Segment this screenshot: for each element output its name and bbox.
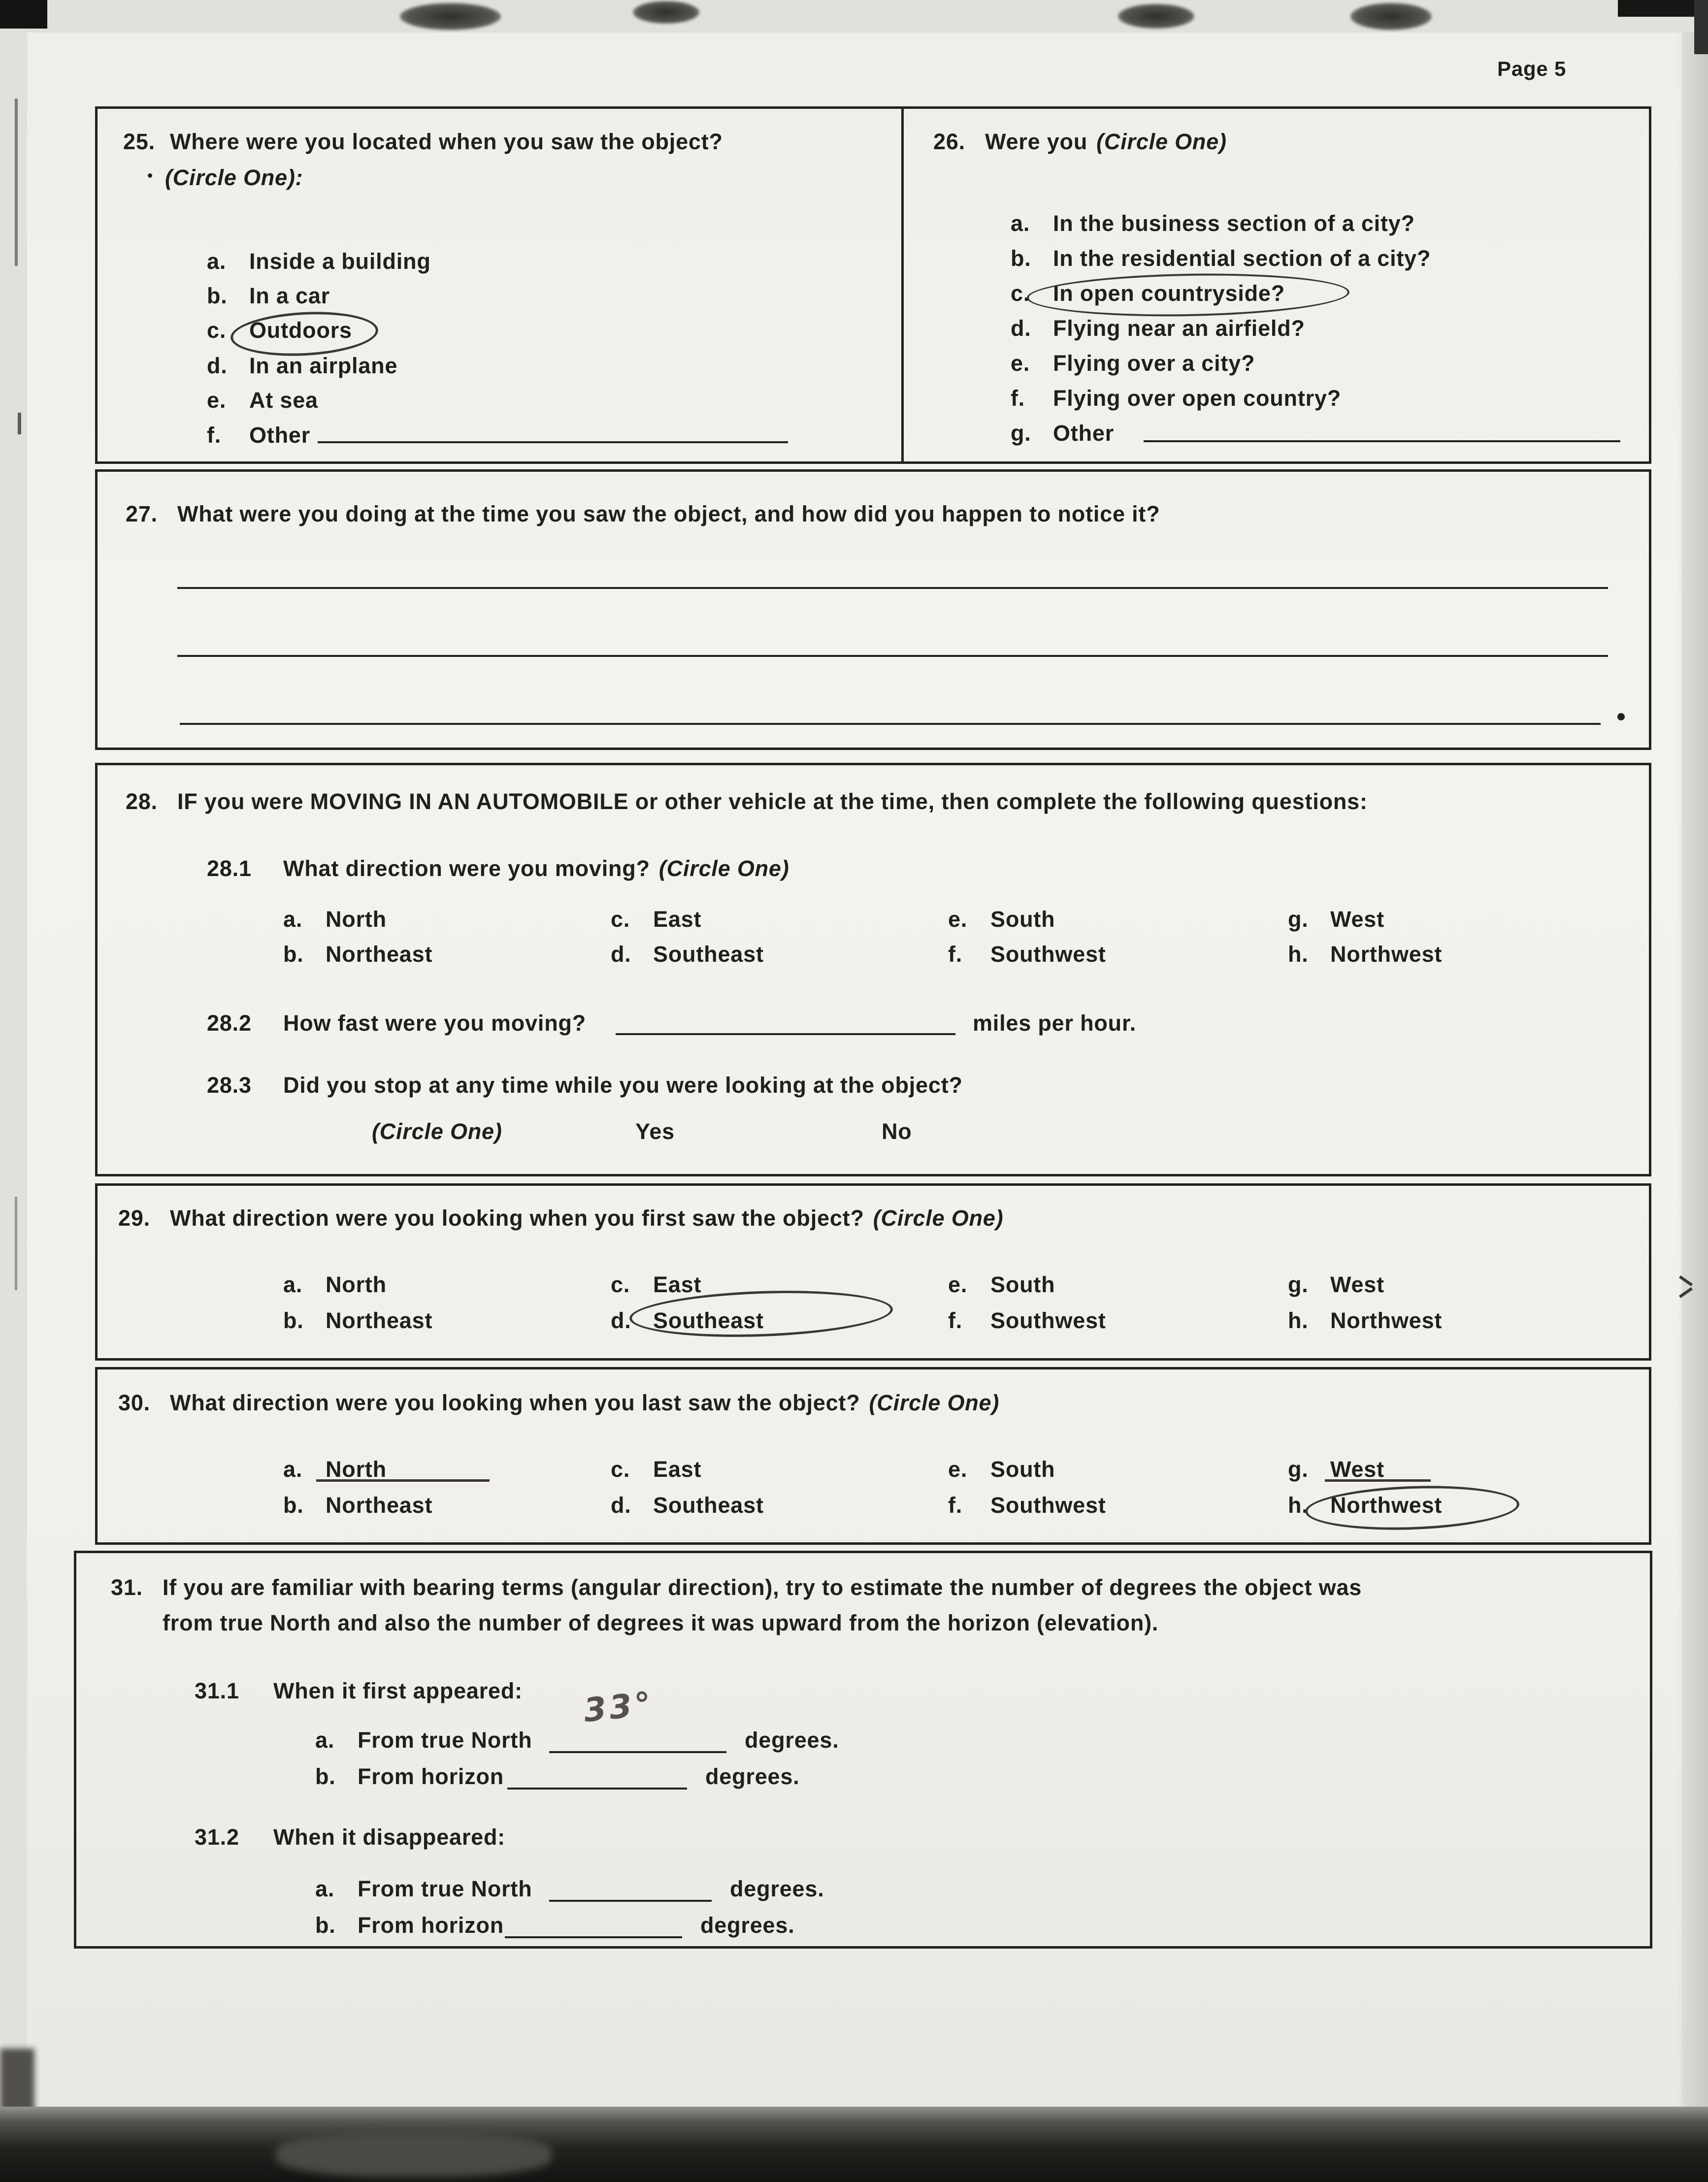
handwritten-degrees-value: 33° xyxy=(582,1684,656,1730)
option-letter: b. xyxy=(1011,246,1031,271)
option-letter: a. xyxy=(315,1876,335,1901)
option-letter: a. xyxy=(315,1727,335,1753)
q31-heading-line2: from true North and also the number of degrees it was upward from the horizon (elevation). xyxy=(163,1610,1159,1635)
q28-1-cell-northeast xyxy=(283,942,432,967)
q31-1-text: When it first appeared: xyxy=(273,1678,523,1703)
option-letter: f. xyxy=(948,942,963,967)
q27-answer-line-1 xyxy=(177,587,1608,589)
q28-3-text: Did you stop at any time while you were looking at the object? xyxy=(283,1073,963,1098)
option-letter: d. xyxy=(207,353,228,378)
option-label: Northeast xyxy=(326,942,433,967)
option-letter: e. xyxy=(1011,351,1030,376)
option-label: South xyxy=(990,907,1055,932)
option-letter: h. xyxy=(1288,942,1309,967)
q30-cell-north xyxy=(283,1457,387,1482)
option-letter: e. xyxy=(948,1457,968,1482)
q29-heading xyxy=(118,1205,1003,1231)
q29-cell-west xyxy=(1288,1272,1384,1298)
option-letter: f. xyxy=(948,1493,963,1518)
hand-underline-q30-north xyxy=(316,1479,490,1482)
punch-hole-shadow xyxy=(1350,3,1432,30)
scan-edge-artifact xyxy=(1694,0,1708,54)
q31-1-heading xyxy=(195,1678,523,1704)
q25-text: Where were you located when you saw the object? xyxy=(170,129,723,154)
q31-1-b-blank xyxy=(507,1788,687,1790)
q25-option-d xyxy=(207,353,397,379)
q27-answer-line-2 xyxy=(177,655,1608,657)
option-letter: c. xyxy=(611,1457,630,1482)
q29-cell-east xyxy=(611,1272,701,1298)
q27-answer-line-3 xyxy=(180,723,1601,725)
q25-number: 25. xyxy=(123,129,155,154)
q27-heading xyxy=(126,501,1160,527)
q29-cell-northwest xyxy=(1288,1308,1442,1334)
q31-1-b-suffix: degrees. xyxy=(705,1764,800,1789)
q25-option-f xyxy=(207,423,310,448)
q28-3-number: 28.3 xyxy=(207,1073,252,1098)
q25-option-a xyxy=(207,249,431,274)
option-label: Other xyxy=(1053,421,1115,446)
scan-bottom-smudge xyxy=(0,2049,34,2113)
q27-number: 27. xyxy=(126,501,158,526)
option-letter: b. xyxy=(315,1764,336,1789)
q26-number: 26. xyxy=(933,129,965,154)
option-letter: g. xyxy=(1011,421,1031,446)
box-q28 xyxy=(95,763,1651,1176)
option-label: West xyxy=(1330,1457,1384,1482)
box-q25-q26-divider xyxy=(901,107,904,463)
option-label: In the residential section of a city? xyxy=(1053,246,1431,271)
option-letter: b. xyxy=(283,1308,304,1333)
q26-heading xyxy=(933,129,1227,155)
q28-1-cell-north xyxy=(283,907,387,932)
row-label: From horizon xyxy=(358,1913,504,1938)
option-label: Southwest xyxy=(990,1493,1106,1518)
option-label: East xyxy=(653,1272,702,1297)
option-letter: b. xyxy=(315,1913,336,1938)
q28-number: 28. xyxy=(126,789,158,814)
q25-other-blank xyxy=(318,441,788,443)
option-letter: e. xyxy=(948,1272,968,1297)
scan-bottom-band xyxy=(0,2107,1708,2182)
option-letter: b. xyxy=(283,1493,304,1518)
q26-option-e xyxy=(1011,351,1255,376)
option-label: Flying near an airfield? xyxy=(1053,316,1305,341)
q28-2-heading xyxy=(207,1010,586,1036)
option-letter: f. xyxy=(1011,386,1025,411)
option-letter: e. xyxy=(207,388,227,413)
q31-2-text: When it disappeared: xyxy=(273,1824,506,1850)
option-label: East xyxy=(653,1457,702,1482)
q28-2-suffix: miles per hour. xyxy=(973,1010,1137,1036)
option-letter: f. xyxy=(948,1308,963,1333)
option-label: Northwest xyxy=(1330,1493,1443,1518)
q31-2-number: 31.2 xyxy=(195,1824,239,1850)
q26-option-b xyxy=(1011,246,1431,271)
q30-number: 30. xyxy=(118,1390,150,1415)
option-letter: e. xyxy=(948,907,968,932)
option-letter: h. xyxy=(1288,1308,1309,1333)
q26-option-f xyxy=(1011,386,1341,411)
q31-1-row-a xyxy=(315,1727,532,1753)
q29-cell-south xyxy=(948,1272,1055,1298)
q28-text: IF you were MOVING IN AN AUTOMOBILE or other vehicle at the time, then complete the following questions: xyxy=(177,789,1368,814)
q25-option-e xyxy=(207,388,318,413)
q25-option-b xyxy=(207,283,330,309)
option-label: Southwest xyxy=(990,1308,1106,1333)
q26-circle-one-note: (Circle One) xyxy=(1096,129,1227,154)
option-letter: h. xyxy=(1288,1493,1309,1518)
q28-3-no: No xyxy=(882,1119,912,1144)
row-label: From horizon xyxy=(358,1764,504,1789)
option-letter: a. xyxy=(207,249,227,274)
row-label: From true North xyxy=(358,1876,532,1901)
q31-2-b-blank xyxy=(505,1936,682,1938)
page-number: Page 5 xyxy=(1497,57,1567,80)
q30-cell-southeast xyxy=(611,1493,764,1518)
q31-1-a-blank xyxy=(549,1751,726,1753)
option-label: In a car xyxy=(249,283,330,308)
q26-other-blank xyxy=(1144,440,1620,442)
q28-1-cell-south xyxy=(948,907,1055,932)
option-label: Northwest xyxy=(1330,942,1443,967)
option-label: Southeast xyxy=(653,942,764,967)
scan-dot xyxy=(148,173,152,178)
q28-1-text: What direction were you moving? xyxy=(283,856,650,881)
option-letter: d. xyxy=(1011,316,1031,341)
option-label: Southwest xyxy=(990,942,1106,967)
q28-1-cell-west xyxy=(1288,907,1384,932)
q28-1-number: 28.1 xyxy=(207,856,252,881)
option-label: In open countryside? xyxy=(1053,281,1285,306)
q30-text: What direction were you looking when you last saw the object? xyxy=(170,1390,860,1415)
q31-text-line1: If you are familiar with bearing terms (angular direction), try to estimate the number of degrees the object was xyxy=(163,1575,1362,1600)
option-label: Outdoors xyxy=(249,318,352,343)
q29-cell-northeast xyxy=(283,1308,432,1334)
option-label: Inside a building xyxy=(249,249,431,274)
option-label: West xyxy=(1330,907,1384,932)
option-letter: a. xyxy=(283,907,303,932)
q30-cell-east xyxy=(611,1457,701,1482)
option-letter: c. xyxy=(611,907,630,932)
q31-2-row-b xyxy=(315,1913,504,1938)
option-letter: g. xyxy=(1288,1457,1309,1482)
option-letter: c. xyxy=(207,318,227,343)
q28-2-text: How fast were you moving? xyxy=(283,1010,587,1036)
option-label: In the business section of a city? xyxy=(1053,211,1415,236)
q28-1-heading xyxy=(207,856,789,881)
q28-2-number: 28.2 xyxy=(207,1010,252,1036)
option-letter: a. xyxy=(1011,211,1030,236)
option-label: At sea xyxy=(249,388,318,413)
option-label: Northeast xyxy=(326,1308,433,1333)
q25-circle-one-note: (Circle One): xyxy=(165,165,303,190)
punch-hole-shadow xyxy=(400,3,501,30)
option-label: In an airplane xyxy=(249,353,398,378)
q31-2-a-blank xyxy=(549,1900,712,1902)
q28-3-heading xyxy=(207,1073,963,1098)
q31-1-a-suffix: degrees. xyxy=(745,1727,839,1753)
option-letter: a. xyxy=(283,1457,303,1482)
q28-2-speed-blank xyxy=(616,1033,955,1035)
scan-bottom-blotch xyxy=(276,2132,552,2177)
q29-text: What direction were you looking when you first saw the object? xyxy=(170,1205,864,1231)
q29-cell-southwest xyxy=(948,1308,1106,1334)
q30-cell-northeast xyxy=(283,1493,432,1518)
q26-option-d xyxy=(1011,316,1305,341)
option-label: Northwest xyxy=(1330,1308,1443,1333)
q30-cell-west xyxy=(1288,1457,1384,1482)
scan-edge-mark xyxy=(18,413,21,434)
q30-cell-southwest xyxy=(948,1493,1106,1518)
option-label: Flying over open country? xyxy=(1053,386,1342,411)
option-label: North xyxy=(326,1457,387,1482)
scan-edge-mark xyxy=(15,98,18,266)
q28-1-cell-southeast xyxy=(611,942,764,967)
q28-3-yes: Yes xyxy=(635,1119,675,1144)
option-label: Southeast xyxy=(653,1493,764,1518)
q30-heading xyxy=(118,1390,999,1416)
hand-underline-q30-west xyxy=(1325,1479,1431,1482)
option-label: South xyxy=(990,1457,1055,1482)
option-letter: d. xyxy=(611,1493,631,1518)
punch-hole-shadow xyxy=(633,1,699,24)
option-label: Northeast xyxy=(326,1493,433,1518)
q25-heading xyxy=(123,129,723,155)
q26-option-g xyxy=(1011,421,1114,446)
option-label: Other xyxy=(249,423,311,448)
option-label: East xyxy=(653,907,702,932)
option-label: West xyxy=(1330,1272,1384,1297)
q31-1-row-b xyxy=(315,1764,504,1790)
q31-2-row-a xyxy=(315,1876,532,1902)
q27-text: What were you doing at the time you saw the object, and how did you happen to notice it? xyxy=(177,501,1160,526)
q28-1-cell-northwest xyxy=(1288,942,1442,967)
option-letter: b. xyxy=(207,283,228,308)
option-letter: g. xyxy=(1288,1272,1309,1297)
option-label: Southeast xyxy=(653,1308,764,1333)
scan-dot xyxy=(1617,713,1625,720)
row-label: From true North xyxy=(358,1727,532,1753)
q31-2-b-suffix: degrees. xyxy=(700,1913,795,1938)
q28-1-cell-east xyxy=(611,907,701,932)
option-label: Flying over a city? xyxy=(1053,351,1255,376)
scan-corner-artifact xyxy=(0,0,47,29)
q29-cell-north xyxy=(283,1272,387,1298)
q31-heading-line1 xyxy=(111,1575,1362,1600)
option-letter: c. xyxy=(611,1272,630,1297)
q31-number: 31. xyxy=(111,1575,143,1600)
q29-number: 29. xyxy=(118,1205,150,1231)
q28-heading xyxy=(126,789,1368,814)
option-label: South xyxy=(990,1272,1055,1297)
q31-2-heading xyxy=(195,1824,505,1850)
q28-3-circle-one-note: (Circle One) xyxy=(372,1119,502,1144)
option-letter: d. xyxy=(611,1308,631,1333)
q26-text: Were you xyxy=(985,129,1088,154)
q31-2-a-suffix: degrees. xyxy=(730,1876,824,1901)
scan-edge-mark xyxy=(15,1197,17,1290)
q31-1-number: 31.1 xyxy=(195,1678,239,1703)
q26-option-a xyxy=(1011,211,1415,236)
option-label: North xyxy=(326,907,387,932)
option-letter: c. xyxy=(1011,281,1030,306)
option-label: North xyxy=(326,1272,387,1297)
option-letter: a. xyxy=(283,1272,303,1297)
q30-cell-south xyxy=(948,1457,1055,1482)
option-letter: d. xyxy=(611,942,631,967)
paper-edge-shade xyxy=(1677,33,1708,2107)
option-letter: b. xyxy=(283,942,304,967)
q30-circle-one-note: (Circle One) xyxy=(869,1390,1000,1415)
q28-1-circle-one-note: (Circle One) xyxy=(658,856,789,881)
punch-hole-shadow xyxy=(1118,4,1194,29)
q28-1-cell-southwest xyxy=(948,942,1106,967)
option-letter: f. xyxy=(207,423,222,448)
q29-circle-one-note: (Circle One) xyxy=(873,1205,1004,1231)
option-letter: g. xyxy=(1288,907,1309,932)
